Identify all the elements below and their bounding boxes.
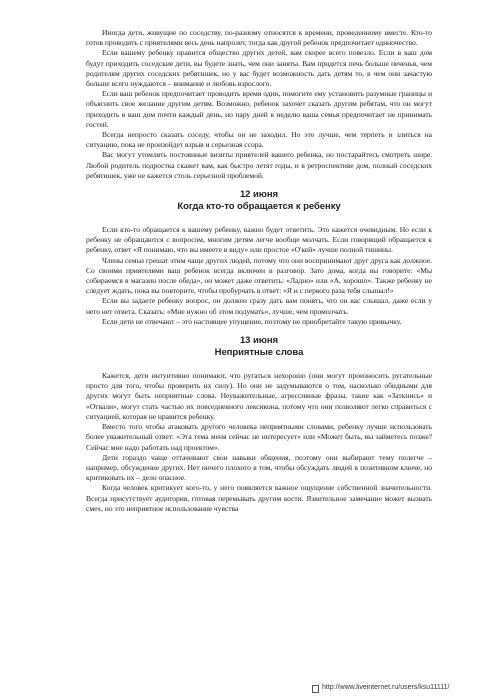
paragraph: Если кто-то обращается к вашему ребенку, важно будет ответить. Это кажется очевидным. Но если к ребенку не обращаются с вопросом, многим детям легче вообще молчать. Если говорящий обращается к ребенку, ответ «Я понимаю, что вы имеете в виду» или простое «О'кей» лучше полной тишины. [86,225,432,255]
page-content [86,28,432,514]
page-icon [312,685,319,693]
paragraph: Вас могут утомлять постоянные визиты приятелей вашего ребенка, но постарайтесь смотреть шире. Любой родитель подростка скажет вам, как быстро летят годы, и в ретроспективе дом, полный соседских ребятишек, уже не кажется столь серьезной проблемой. [86,150,432,180]
section-date: 12 июня [239,189,279,201]
paragraph: Всегда непросто сказать соседу, чтобы он не заходил. Но это лучше, чем терпеть и злиться на ситуацию, пока не произойдет взрыв и серьезная ссора. [86,130,432,150]
paragraph: Если вы задаете ребенку вопрос, он должен сразу дать вам понять, что он вас слышал, даже если у него нет ответа. Сказать: «Мне нужно об этом подумать», лучше, чем промолчать. [86,296,432,316]
section-title: Когда кто-то обращается к ребенку [177,201,341,213]
section-date: 13 июня [239,335,279,347]
section-june-13 [86,335,432,514]
section-neighbors [86,28,432,181]
paragraph: Если дети не отвечают – это настоящее упущение, поэтому не приобретайте такую привычку. [102,316,402,326]
source-url-link[interactable]: http://www.liveinternet.ru/users/ksu11111/ [322,684,450,691]
section-june-12 [86,189,432,327]
section-title: Неприятные слова [214,347,304,359]
paragraph: Если вашему ребенку нравится общество других детей, вам скорее всего повезло. Если в ваш дом будут приходить соседские дети, вы будете знать, чем они заняты. Вам придется печь больше печенья, чем родителям других соседских ребятишек, но у вас будет возможность дать детям то, в чем они зачастую больше всего нуждаются – внимание и любовь взрослого. [86,48,432,89]
paragraph: Члены семьи грешат этим чаще других людей, потому что они воспринимают друг друга как должное. Со своими приятелями ваш ребенок всегда включен в разговор. Зато дома, когда вы говорите: «Мы собираемся в магазин после обеда», он может даже ответить: «Ладно» или «А, хорошо». Также ребенку не следует ждать, пока вы повторите, чтобы пробурчать в ответ: «Я и с первого раза тебя слышал!» [86,255,432,296]
paragraph: Когда человек критикует кого-то, у него появляется важное ощущение собственной значительности. Всегда присутствует аудитория, готовая перемывать другим кости. Язвительное замечание может вызвать смех, но это неприятное использование чувства [86,483,432,513]
paragraph: Вместо того чтобы атаковать другого человека неприятными словами, ребенку лучше использовать более уважительный ответ: «Эта тема меня сейчас не интересует» или «Может быть, вы займетесь позже? Сейчас мне надо работать над проектом». [86,422,432,452]
paragraph: Иногда дети, живущие по соседству, по-разному относятся к времени, проведенному вместе. Кто-то готов проводить с приятелями весь день напролет, тогда как другой ребенок предпочитает одиночество. [86,28,432,48]
paragraph: Если ваш ребенок предпочитает проводить время один, помогите ему установить разумные границы и объяснить свое желание другим детям. Возможно, ребенок захочет сказать другим ребятам, что он могут приходить в ваш дом почти каждый день, но пару дней в неделю ваша семья предпочитает не принимать гостей. [86,89,432,129]
paragraph: Кажется, дети интуитивно понимают, что ругаться нехорошо (они могут произносить ругательные просто для того, чтобы проверить их силу). Но они не задумываются о том, насколько обидными для других могут быть неприятные слова. Неуважительные, агрессивные фразы, такие как «Заткнись» и «Отвали», могут стать частью их повседневного лексикона, потому что они позволяют легко справиться с ситуацией, которая не нравится ребенку. [86,371,432,421]
paragraph: Дети гораздо чаще оттачивают свои навыки общения, поэтому они выбирают тему полегче – например, обсуждение других. Нет ничего плохого в том, чтобы обсуждать людей в позитивном ключе, но критиковать их – дело опасное. [86,452,432,483]
